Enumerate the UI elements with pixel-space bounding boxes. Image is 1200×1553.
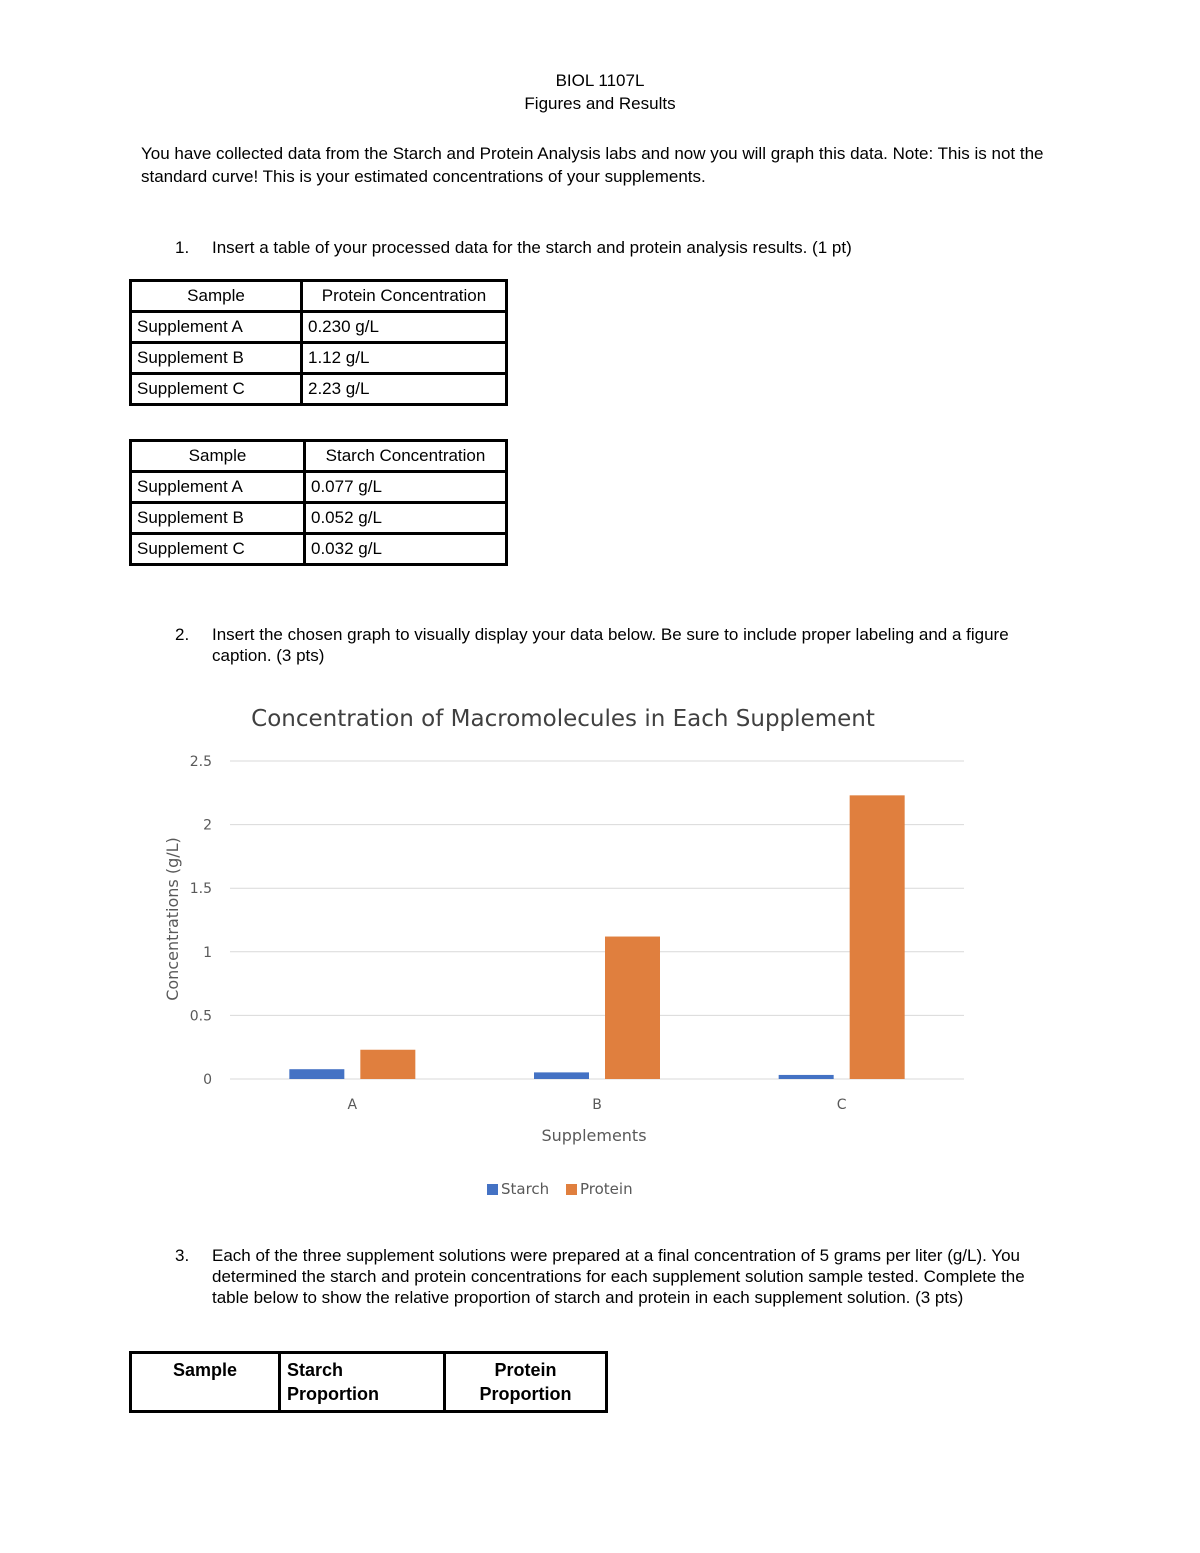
legend-label-starch: Starch <box>501 1180 550 1198</box>
bar-protein-a <box>360 1050 415 1079</box>
bar-starch-b <box>534 1072 589 1079</box>
table-cell: Supplement B <box>131 343 302 374</box>
table-header-cell: Sample <box>131 441 305 472</box>
intro-paragraph: You have collected data from the Starch and Protein Analysis labs and now you will graph this data. Note: This is not the standard curve! This is your estimated concentrations of your supplements. <box>141 144 1044 186</box>
question-2-text: Insert the chosen graph to visually display your data below. Be sure to include proper labeling and a figure caption. (3 pts) <box>212 625 1009 665</box>
table-cell: 0.052 g/L <box>305 503 507 534</box>
table-cell: 0.230 g/L <box>302 312 507 343</box>
table-row <box>131 374 507 405</box>
proportion-table <box>129 1351 608 1413</box>
table-cell: 2.23 g/L <box>302 374 507 405</box>
question-3-number: 3. <box>175 1246 190 1265</box>
table-cell: Supplement A <box>131 312 302 343</box>
question-1-text: Insert a table of your processed data for the starch and protein analysis results. (1 pt) <box>212 238 852 257</box>
y-tick-label: 0 <box>203 1072 212 1088</box>
starch-table <box>129 439 508 566</box>
legend-label-protein: Protein <box>580 1180 633 1198</box>
x-axis-label: Supplements <box>541 1126 647 1145</box>
bar-starch-a <box>289 1069 344 1079</box>
table-cell: 1.12 g/L <box>302 343 507 374</box>
y-tick-label: 1 <box>203 944 212 961</box>
legend-swatch-protein <box>566 1184 577 1195</box>
table-cell: 0.032 g/L <box>305 534 507 565</box>
y-axis-label: Concentrations (g/L) <box>163 837 182 1001</box>
table-header-cell: Starch Concentration <box>305 441 507 472</box>
chart-legend <box>487 1180 633 1198</box>
table-header-cell: Starch Proportion <box>280 1353 445 1412</box>
table-row <box>131 312 507 343</box>
table-cell: Supplement A <box>131 472 305 503</box>
table-row <box>131 534 507 565</box>
legend-swatch-starch <box>487 1184 498 1195</box>
protein-table <box>129 279 508 406</box>
x-tick-label: A <box>347 1097 358 1113</box>
y-tick-label: 2 <box>203 817 212 834</box>
chart-title: Concentration of Macromolecules in Each Supplement <box>251 706 875 732</box>
table-header-cell: Sample <box>131 281 302 312</box>
table-header-cell: Protein Concentration <box>302 281 507 312</box>
table-row <box>131 343 507 374</box>
table-row <box>131 472 507 503</box>
table-header-row <box>131 441 507 472</box>
bar-protein-b <box>605 937 660 1079</box>
x-tick-label: B <box>592 1097 602 1113</box>
table-header-row <box>131 1353 607 1412</box>
y-tick-label: 0.5 <box>189 1008 212 1025</box>
course-code: BIOL 1107L <box>555 71 645 90</box>
table-cell: Supplement C <box>131 374 302 405</box>
chart-bars <box>289 795 904 1079</box>
bar-protein-c <box>850 795 905 1079</box>
table-cell: 0.077 g/L <box>305 472 507 503</box>
table-cell: Supplement C <box>131 534 305 565</box>
question-2-number: 2. <box>175 625 190 644</box>
x-axis-ticks <box>348 1097 847 1113</box>
table-header-row <box>131 281 507 312</box>
bar-chart <box>0 690 1200 1220</box>
y-axis-ticks <box>190 754 212 1088</box>
table-cell: Supplement B <box>131 503 305 534</box>
table-row <box>131 503 507 534</box>
page-title: Figures and Results <box>524 94 676 113</box>
question-3-text: Each of the three supplement solutions were prepared at a final concentration of 5 grams per liter (g/L). You determined the starch and protein concentrations for each supplement solution sample tested. Complete the table below to show the relative proportion of starch and protein in each supplement solution. (3 pts) <box>212 1246 1025 1307</box>
bar-starch-c <box>779 1075 834 1079</box>
table-header-cell: Sample <box>131 1353 280 1412</box>
y-tick-label: 2.5 <box>189 754 212 770</box>
y-tick-label: 1.5 <box>189 881 212 898</box>
question-1-number: 1. <box>175 238 190 257</box>
table-header-cell: Protein Proportion <box>445 1353 607 1412</box>
x-tick-label: C <box>836 1097 847 1113</box>
